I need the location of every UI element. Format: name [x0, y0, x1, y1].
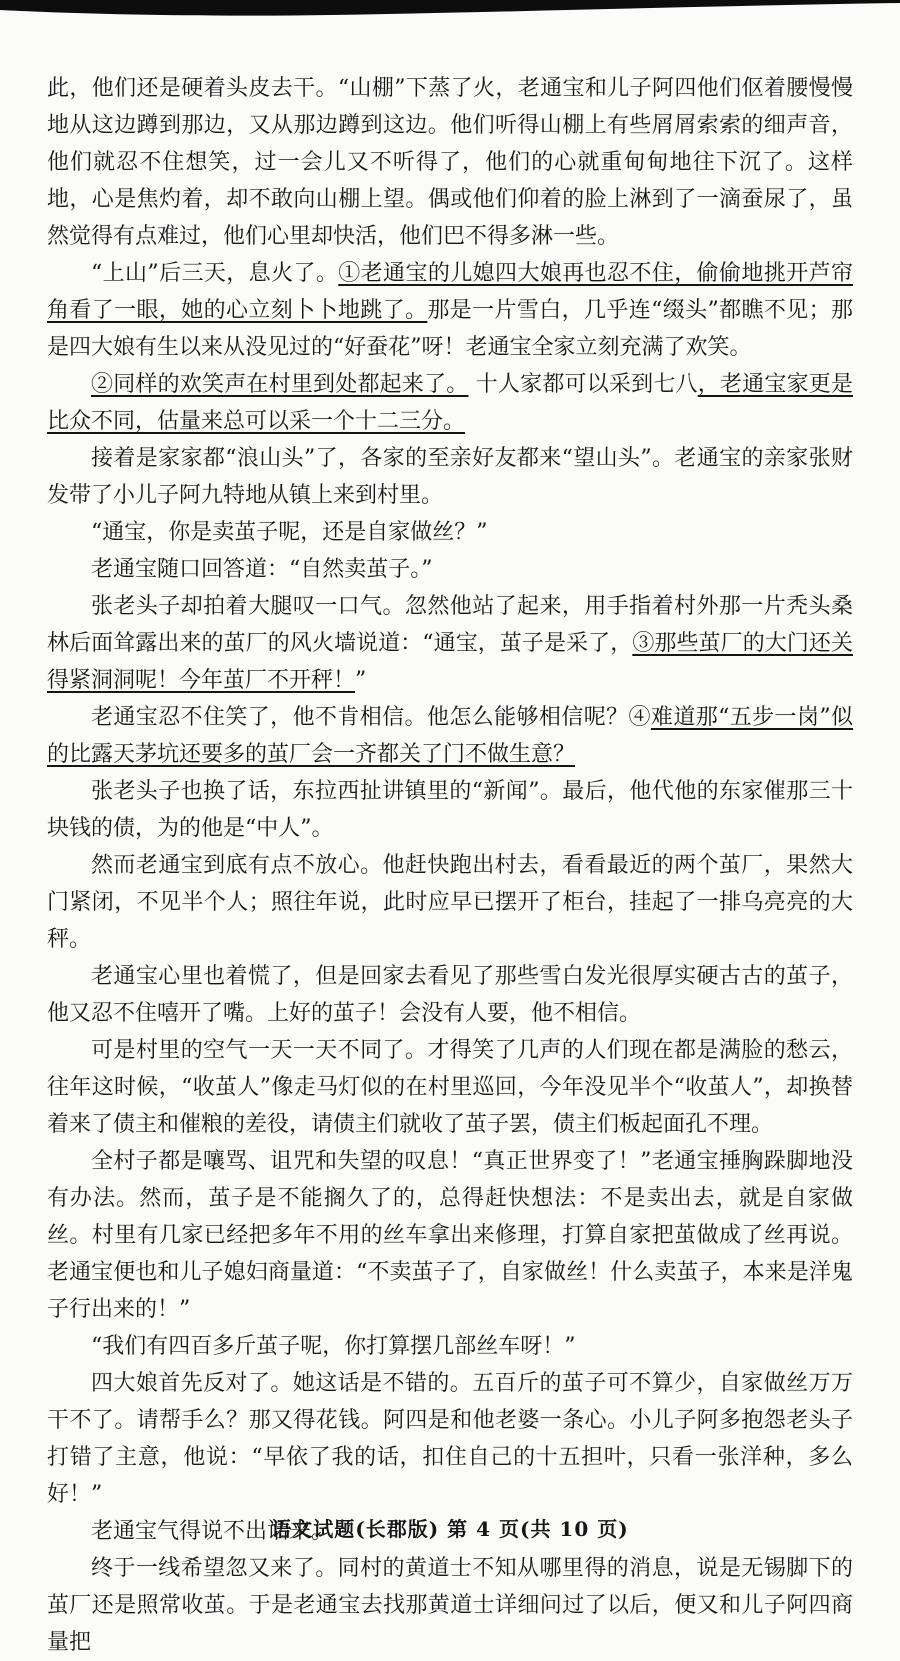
underlined-sentence: ②同样的欢笑声在村里到处都起来了。: [91, 372, 469, 397]
paragraph: [47, 366, 853, 440]
text-segment: “我们有四百多斤茧子呢，你打算摆几部丝车呀！”: [91, 1334, 576, 1359]
text-segment: 接着是家家都“浪山头”了，各家的至亲好友都来“望山头”。老通宝的亲家张财发带了小儿子阿九特地从镇上来到村里。: [47, 446, 853, 508]
paragraph: [47, 440, 853, 514]
paragraph: [47, 551, 853, 588]
paragraph: [47, 514, 853, 551]
underlined-sentence: ①老通宝的儿媳四大娘再也忍不住，偷偷地挑开芦帘角看了一眼，她的心立刻卜卜地跳了。: [47, 261, 853, 323]
paragraph: [47, 958, 853, 1032]
paragraph: [47, 699, 853, 773]
text-segment: ”: [355, 668, 367, 693]
text-segment: 老通宝气得说不出话来。: [91, 1519, 334, 1544]
paragraph: [47, 1365, 853, 1513]
paragraph: [47, 70, 853, 255]
paragraph: [47, 1143, 853, 1328]
article-body: [47, 70, 853, 1661]
text-segment: 四大娘首先反对了。她这话是不错的。五百斤的茧子可不算少，自家做丝万万干不了。请帮手么？那又得花钱。阿四是和他老婆一条心。小儿子阿多抱怨老头子打错了主意，他说：“早依了我的话，扣住自己的十五担叶，只看一张洋种，多么好！”: [47, 1371, 853, 1507]
paragraph: [47, 847, 853, 958]
underlined-sentence: ，老通宝家更是比众不同，估量来总可以采一个十二三分。: [47, 372, 853, 434]
text-segment: 十人家都可以采到七八: [468, 372, 698, 397]
text-segment: 张老头子却拍着大腿叹一口气。忽然他站了起来，用手指着村外那一片秃头桑林后面耸露出来的茧厂的风火墙说道：“通宝，茧子是采了，: [47, 594, 853, 656]
text-segment: 老通宝心里也着慌了，但是回家去看见了那些雪白发光很厚实硬古古的茧子，他又忍不住嘻开了嘴。上好的茧子！会没有人要，他不相信。: [47, 964, 853, 1026]
paragraph: [47, 1328, 853, 1365]
underlined-sentence: ③那些茧厂的大门还关得紧洞洞呢！今年茧厂不开秤！: [47, 631, 853, 693]
text-segment: 老通宝随口回答道：“自然卖茧子。”: [91, 557, 433, 582]
scan-top-edge: [0, 0, 900, 24]
text-segment: 终于一线希望忽又来了。同村的黄道士不知从哪里得的消息，说是无锡脚下的茧厂还是照常收茧。于是老通宝去找那黄道士详细问过了以后，便又和儿子阿四商量把: [47, 1556, 853, 1655]
text-segment: 可是村里的空气一天一天不同了。才得笑了几声的人们现在都是满脸的愁云，往年这时候，“收茧人”像走马灯似的在村里巡回，今年没见半个“收茧人”，却换替着来了债主和催粮的差役，请债主们就收了茧子罢，债主们板起面孔不理。: [47, 1038, 853, 1137]
text-segment: 此，他们还是硬着头皮去干。“山棚”下蒸了火，老通宝和儿子阿四他们伛着腰慢慢地从这边蹲到那边，又从那边蹲到这边。他们听得山棚上有些屑屑索索的细声音，他们就忍不住想笑，过一会儿又不听得了，他们的心就重甸甸地往下沉了。这样地，心是焦灼着，却不敢向山棚上望。偶或他们仰着的脸上淋到了一滴蚕尿了，虽然觉得有点难过，他们心里却快活，他们巴不得多淋一些。: [47, 76, 853, 249]
text-segment: “通宝，你是卖茧子呢，还是自家做丝？”: [91, 520, 488, 545]
paragraph: [47, 1550, 853, 1661]
text-segment: 然而老通宝到底有点不放心。他赶快跑出村去，看看最近的两个茧厂，果然大门紧闭，不见半个人；照往年说，此时应早已摆开了柜台，挂起了一排乌亮亮的大秤。: [47, 853, 853, 952]
underlined-sentence: 难道那“五步一岗”似的比露天茅坑还要多的茧厂会一齐都关了门不做生意？: [47, 705, 853, 767]
paragraph: [47, 773, 853, 847]
page-footer: 语文试题(长郡版) 第 4 页(共 10 页): [271, 1517, 629, 1541]
text-segment: 那是一片雪白，几乎连“缀头”都瞧不见；那是四大娘有生以来从没见过的“好蚕花”呀！老通宝全家立刻充满了欢笑。: [47, 298, 853, 360]
text-segment: “上山”后三天，息火了。: [91, 261, 339, 286]
text-segment: 老通宝忍不住笑了，他不肯相信。他怎么能够相信呢？④: [91, 705, 651, 730]
paragraph: [47, 1032, 853, 1143]
paragraph: [47, 255, 853, 366]
text-segment: 全村子都是嚷骂、诅咒和失望的叹息！“真正世界变了！”老通宝捶胸跺脚地没有办法。然而，茧子是不能搁久了的，总得赶快想法：不是卖出去，就是自家做丝。村里有几家已经把多年不用的丝车拿出来修理，打算自家把茧做成了丝再说。老通宝便也和儿子媳妇商量道：“不卖茧子了，自家做丝！什么卖茧子，本来是洋鬼子行出来的！”: [47, 1149, 853, 1322]
text-segment: 张老头子也换了话，东拉西扯讲镇里的“新闻”。最后，他代他的东家催那三十块钱的债，为的他是“中人”。: [47, 779, 853, 841]
paragraph: [47, 588, 853, 699]
